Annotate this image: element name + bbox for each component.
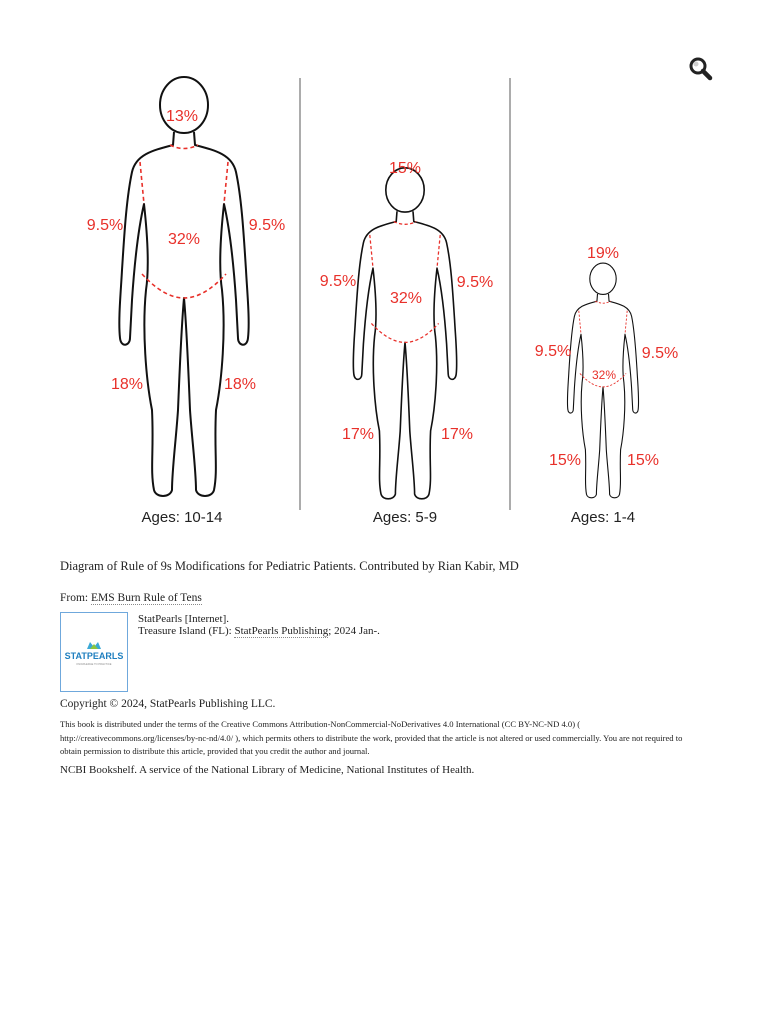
age-label: Ages: 1-4 bbox=[570, 509, 636, 526]
head-percent: 19% bbox=[586, 245, 620, 262]
arm-right-percent: 9.5% bbox=[248, 217, 286, 234]
figure-caption: Diagram of Rule of 9s Modifications for Pediatric Patients. Contributed by Rian Kabir, MD bbox=[60, 559, 519, 573]
book-cover-thumbnail[interactable] bbox=[60, 612, 128, 692]
head-percent: 15% bbox=[388, 160, 422, 177]
figure-ages-1-4 bbox=[535, 245, 678, 526]
leg-left-percent: 17% bbox=[341, 426, 375, 443]
copyright: Copyright © 2024, StatPearls Publishing LLC. bbox=[60, 698, 276, 710]
publisher-prefix: Treasure Island (FL): bbox=[138, 625, 232, 637]
arm-left-percent: 9.5% bbox=[534, 343, 572, 360]
arm-right-percent: 9.5% bbox=[456, 274, 494, 291]
leg-right-percent: 15% bbox=[626, 452, 660, 469]
citation bbox=[138, 613, 380, 637]
trunk-percent: 32% bbox=[389, 290, 423, 307]
arm-right-percent: 9.5% bbox=[641, 345, 679, 362]
figure-ages-5-9 bbox=[320, 160, 493, 526]
logo-subtext: KNOWLEDGE TO PRACTICE bbox=[76, 663, 112, 666]
leg-left-percent: 18% bbox=[110, 376, 144, 393]
ncbi-footer: NCBI Bookshelf. A service of the National Library of Medicine, National Institutes of Health. bbox=[60, 764, 475, 776]
head-percent: 13% bbox=[165, 108, 199, 125]
arm-left-percent: 9.5% bbox=[86, 217, 124, 234]
figure-ages-10-14 bbox=[87, 77, 285, 526]
leg-left-percent: 15% bbox=[548, 452, 582, 469]
leg-right-percent: 17% bbox=[440, 426, 474, 443]
trunk-percent: 32% bbox=[591, 368, 617, 382]
arm-left-percent: 9.5% bbox=[319, 273, 357, 290]
from-label: From: bbox=[60, 592, 89, 604]
publisher-link[interactable]: StatPearls Publishing bbox=[234, 625, 329, 637]
source-link[interactable]: EMS Burn Rule of Tens bbox=[91, 592, 202, 604]
statpearls-logo-icon bbox=[61, 613, 127, 691]
trunk-percent: 32% bbox=[167, 231, 201, 248]
license-text: This book is distributed under the terms of the Creative Commons Attribution-NonCommercial-NoDerivatives 4.0 International (CC BY-NC-ND 4.0) ( http://creativecommons.org/licenses/by-nc-nd/4.0/ ), which permits others to distribute the work, provided that the article is not altered or used commercially. You are not required to obtain permission to distribute this article, provided that you credit the author and journal. bbox=[60, 719, 683, 756]
age-label: Ages: 5-9 bbox=[372, 509, 438, 526]
logo-text: STATPEARLS bbox=[64, 651, 124, 661]
zoom-magnifier-icon[interactable] bbox=[688, 56, 714, 82]
leg-right-percent: 18% bbox=[223, 376, 257, 393]
age-label: Ages: 10-14 bbox=[141, 509, 223, 526]
publisher-line bbox=[138, 625, 380, 637]
publisher-date: ; 2024 Jan-. bbox=[328, 625, 380, 637]
book-title: StatPearls [Internet]. bbox=[138, 613, 230, 625]
source-line bbox=[60, 592, 202, 604]
